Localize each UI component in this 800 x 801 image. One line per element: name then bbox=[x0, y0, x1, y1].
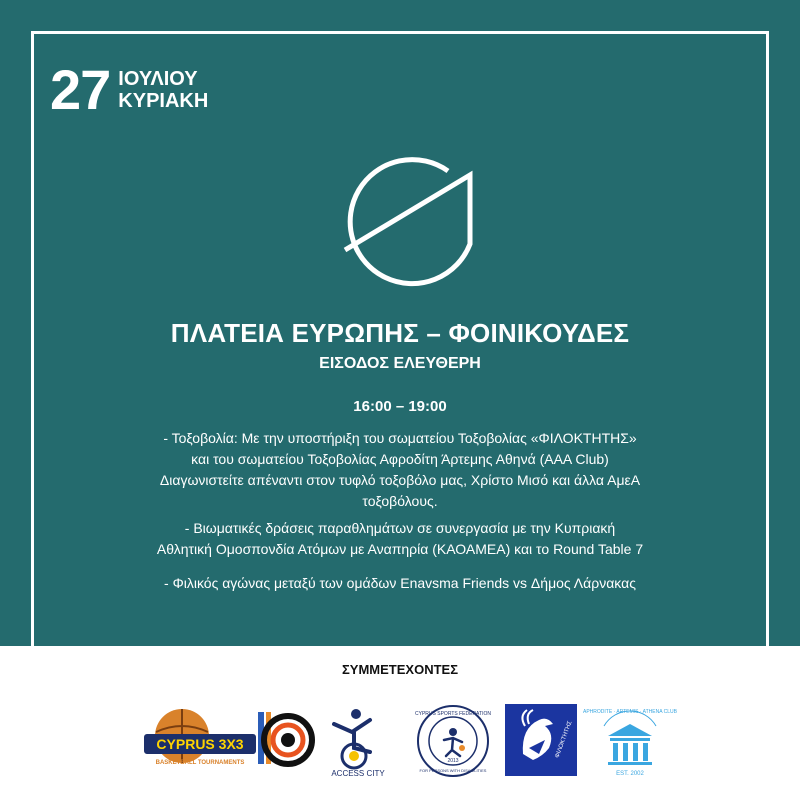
aaa-club-logo-icon bbox=[583, 702, 677, 780]
activity-friendly-match bbox=[100, 573, 700, 594]
date-weekday: ΚΥΡΙΑΚΗ bbox=[118, 90, 209, 112]
activity-line: Αθλητική Ομοσπονδία Ατόμων με Αναπηρία (ΚΑΟΑΜΕΑ) και το Round Table 7 bbox=[156, 541, 644, 557]
aaa-club-arc-text: APHRODITE · ARTEMIS · ATHENA CLUB bbox=[583, 709, 677, 715]
sports-federation-logo-icon bbox=[416, 704, 490, 778]
date-month: ΙΟΥΛΙΟΥ bbox=[118, 68, 198, 90]
activity-line: και του σωματείου Τοξοβολίας Αφροδίτη Άρτεμης Αθηνά (ΑΑΑ Club) bbox=[191, 451, 609, 467]
access-city-logo-icon bbox=[326, 706, 390, 778]
activity-line: - Βιωματικές δράσεις παραθλημάτων σε συνεργασία με την Κυπριακή bbox=[184, 520, 616, 536]
activity-line: Διαγωνιστείτε απέναντι στον τυφλό τοξοβόλο μας, Χρίστο Μισό και άλλα ΑμεΑ bbox=[159, 472, 641, 488]
activity-line: τοξοβόλους. bbox=[362, 493, 438, 509]
federation-bottom-text: FOR PERSONS WITH DISABILITIES bbox=[419, 768, 487, 773]
activity-parasports bbox=[100, 518, 700, 560]
activity-line: - Τοξοβολία: Με την υποστήριξη του σωματείου Τοξοβολίας «ΦΙΛΟΚΤΗΤΗΣ» bbox=[163, 430, 637, 446]
filoktitis-logo-icon bbox=[505, 704, 577, 776]
free-entry-subtitle: ΕΙΣΟΔΟΣ ΕΛΕΥΘΕΡΗ bbox=[319, 355, 481, 372]
cyprus-3x3-logo-icon bbox=[140, 706, 318, 776]
cyprus-3x3-text: CYPRUS 3X3 bbox=[156, 736, 244, 752]
access-city-text: ACCESS CITY bbox=[331, 769, 385, 778]
event-time: 16:00 – 19:00 bbox=[353, 398, 447, 415]
activity-archery bbox=[100, 428, 700, 512]
participants-heading: ΣΥΜΜΕΤΕΧΟΝΤΕΣ bbox=[342, 662, 458, 677]
date-day: 27 bbox=[50, 58, 111, 121]
filoktitis-text: ΦΙΛΟΚΤΗΤΗΣ bbox=[554, 720, 574, 759]
federation-top-text: CYPRUS SPORTS FEDERATION bbox=[415, 711, 491, 717]
date-text bbox=[118, 68, 208, 112]
event-location-title: ΠΛΑΤΕΙΑ ΕΥΡΩΠΗΣ – ΦΟΙΝΙΚΟΥΔΕΣ bbox=[170, 318, 630, 348]
frame-top-line bbox=[31, 31, 769, 34]
federation-year: 2013 bbox=[447, 758, 459, 764]
aaa-club-est: EST. 2002 bbox=[616, 771, 644, 777]
participant-logos bbox=[0, 700, 800, 790]
enavsma-logo-icon bbox=[320, 145, 480, 285]
cyprus-3x3-sub: BASKETBALL TOURNAMENTS bbox=[155, 760, 245, 766]
activity-line: - Φιλικός αγώνας μεταξύ των ομάδων Enavsma Friends vs Δήμος Λάρνακας bbox=[164, 575, 636, 591]
event-date bbox=[50, 58, 209, 121]
